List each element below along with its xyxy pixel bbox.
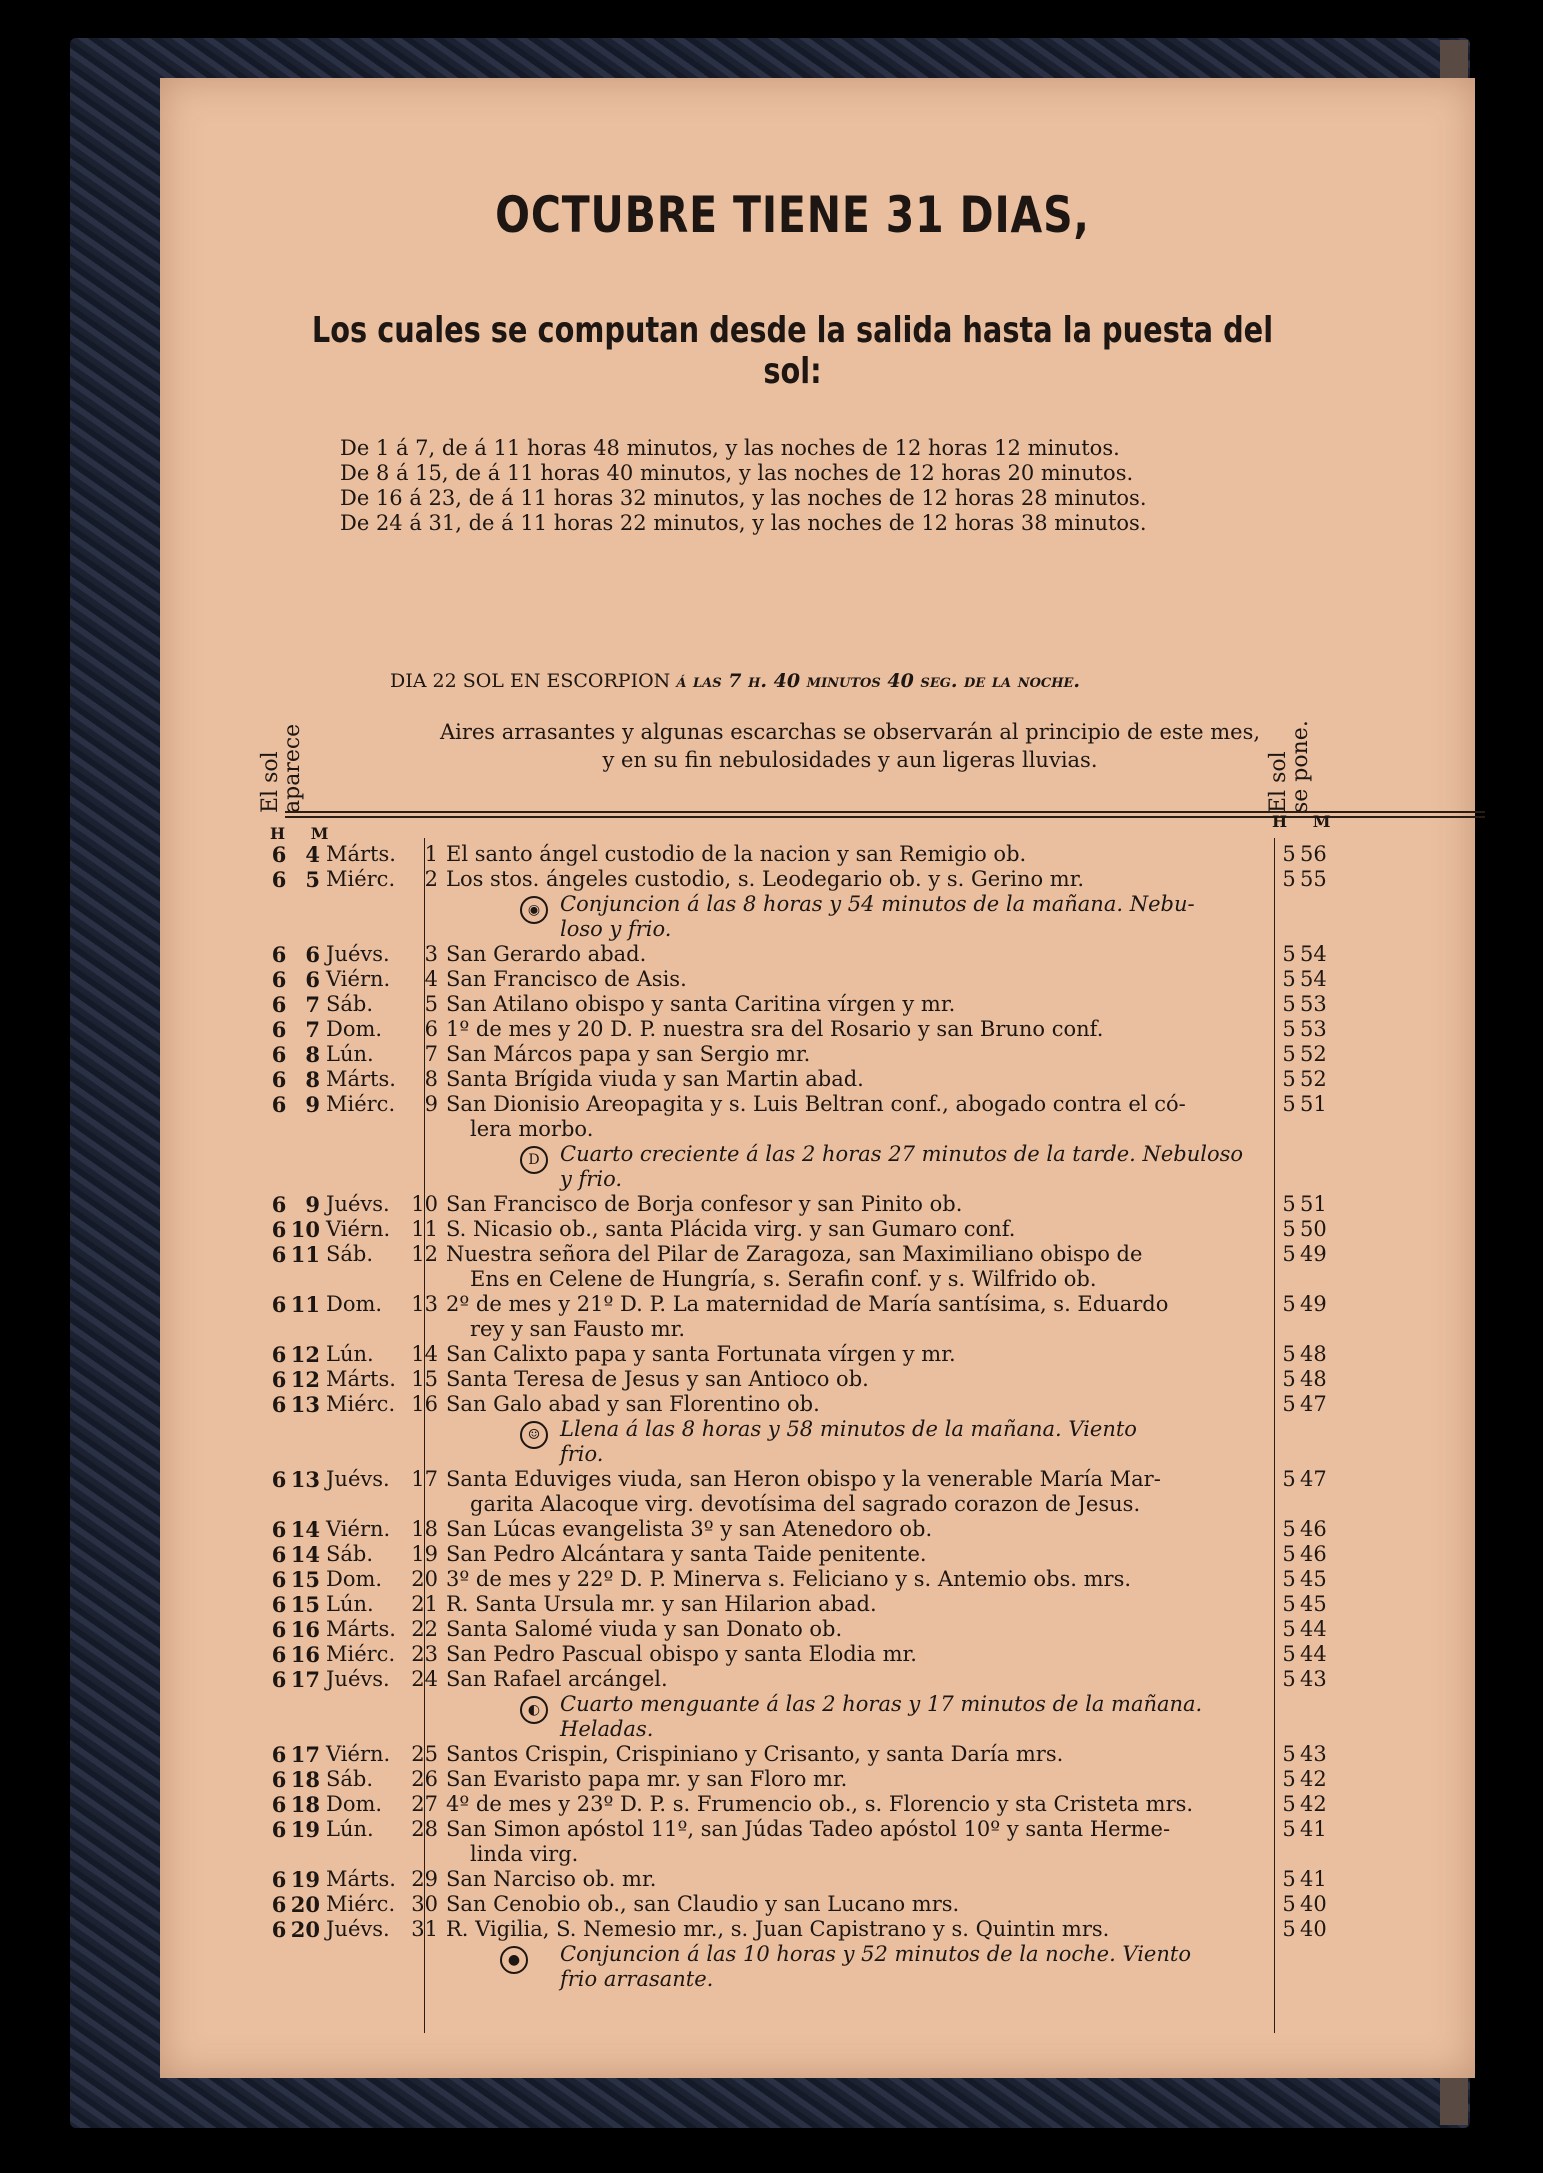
sunset-minute: 51 bbox=[1300, 1092, 1327, 1116]
day-number: 20 bbox=[411, 1567, 438, 1591]
sunrise-minute: 7 bbox=[305, 1017, 320, 1042]
day-number: 28 bbox=[411, 1817, 438, 1841]
sunrise-minute: 19 bbox=[290, 1867, 320, 1892]
sunset-minute: 43 bbox=[1300, 1742, 1327, 1766]
moon-phase-note bbox=[270, 892, 1470, 942]
moon-phase-text: loso y frio. bbox=[560, 917, 672, 941]
sunset-hour: 5 bbox=[1282, 1792, 1296, 1816]
weekday: Juévs. bbox=[326, 1667, 390, 1691]
table-row bbox=[270, 1867, 1470, 1892]
sunset-minute: 42 bbox=[1300, 1792, 1327, 1816]
sunset-hour: 5 bbox=[1282, 1567, 1296, 1591]
moon-phase-text: Conjuncion á las 8 horas y 54 minutos de la mañana. Nebu- bbox=[560, 892, 1195, 916]
sunrise-hour: 6 bbox=[271, 1067, 287, 1092]
calendar-table bbox=[270, 842, 1470, 1992]
saint-entry-continued: linda virg. bbox=[470, 1842, 579, 1866]
moon-phase-text: y frio. bbox=[560, 1167, 623, 1191]
sunset-minute: 46 bbox=[1300, 1542, 1327, 1566]
sunset-minute: 53 bbox=[1300, 1017, 1327, 1041]
sunset-minute: 56 bbox=[1300, 842, 1327, 866]
weekday: Miérc. bbox=[326, 1892, 396, 1916]
weekday: Márts. bbox=[326, 1367, 396, 1391]
sunset-minute: 52 bbox=[1300, 1042, 1327, 1066]
weekday: Dom. bbox=[326, 1792, 383, 1816]
page-subtitle: Los cuales se computan desde la salida hasta la puesta del sol: bbox=[311, 310, 1274, 392]
table-row bbox=[270, 842, 1470, 867]
sunrise-column-label: El sol aparece bbox=[258, 723, 305, 813]
sunrise-hour: 6 bbox=[271, 1642, 287, 1667]
saint-entry: Nuestra señora del Pilar de Zaragoza, san Maximiliano obispo de bbox=[446, 1242, 1143, 1266]
sunrise-minute: 17 bbox=[290, 1742, 320, 1767]
sunrise-hour: 6 bbox=[271, 1392, 287, 1417]
table-row bbox=[270, 1892, 1470, 1917]
forecast-line: Aires arrasantes y algunas escarchas se observarán al principio de este mes, bbox=[439, 720, 1261, 744]
sunrise-hour: 6 bbox=[271, 1767, 287, 1792]
sunrise-hour: 6 bbox=[271, 1017, 287, 1042]
table-row bbox=[270, 1592, 1470, 1617]
saint-entry: San Simon apóstol 11º, san Júdas Tadeo apóstol 10º y santa Herme- bbox=[446, 1817, 1171, 1841]
table-row bbox=[270, 1292, 1470, 1342]
saint-entry: San Francisco de Borja confesor y san Pinito ob. bbox=[446, 1192, 963, 1216]
sunset-hour: 5 bbox=[1282, 1892, 1296, 1916]
sunrise-hour: 6 bbox=[271, 1192, 287, 1217]
moon-phase-text: Cuarto menguante á las 2 horas y 17 minutos de la mañana. bbox=[560, 1692, 1203, 1716]
sunrise-minute: 4 bbox=[305, 842, 320, 867]
saint-entry-continued: rey y san Fausto mr. bbox=[470, 1317, 686, 1341]
moon-phase-text: frio. bbox=[560, 1442, 604, 1466]
sunrise-hour: 6 bbox=[271, 1467, 287, 1492]
weekday: Viérn. bbox=[326, 1517, 391, 1541]
sunrise-hour: 6 bbox=[271, 1917, 287, 1942]
sunrise-hour: 6 bbox=[271, 1567, 287, 1592]
moon-phase-note bbox=[270, 1142, 1470, 1192]
saint-entry: Santa Salomé viuda y san Donato ob. bbox=[446, 1617, 843, 1641]
saint-entry: San Calixto papa y santa Fortunata vírgen y mr. bbox=[446, 1342, 956, 1366]
weekday: Márts. bbox=[326, 842, 396, 866]
sunset-hour: 5 bbox=[1282, 1092, 1296, 1116]
sunrise-minute: 14 bbox=[290, 1542, 320, 1567]
sunrise-hour: 6 bbox=[271, 1217, 287, 1242]
weekday: Miérc. bbox=[326, 867, 396, 891]
table-row bbox=[270, 992, 1470, 1017]
moon-phase-icon: ● bbox=[500, 1946, 528, 1974]
duration-line: De 24 á 31, de á 11 horas 22 minutos, y las noches de 12 horas 38 minutos. bbox=[340, 511, 1147, 535]
day-number: 16 bbox=[411, 1392, 438, 1416]
sunset-hour: 5 bbox=[1282, 1217, 1296, 1241]
day-number: 23 bbox=[411, 1642, 438, 1666]
sunrise-minute: 12 bbox=[290, 1367, 320, 1392]
duration-line: De 8 á 15, de á 11 horas 40 minutos, y las noches de 12 horas 20 minutos. bbox=[340, 461, 1134, 485]
sunrise-hour: 6 bbox=[271, 1817, 287, 1842]
sunset-hour: 5 bbox=[1282, 1667, 1296, 1691]
weekday: Lún. bbox=[326, 1817, 374, 1841]
saint-entry: 3º de mes y 22º D. P. Minerva s. Feliciano y s. Antemio obs. mrs. bbox=[446, 1567, 1132, 1591]
weekday: Dom. bbox=[326, 1017, 383, 1041]
saint-entry: San Cenobio ob., san Claudio y san Lucano mrs. bbox=[446, 1892, 960, 1916]
sunset-hour: 5 bbox=[1282, 942, 1296, 966]
sunrise-minute: 8 bbox=[305, 1042, 320, 1067]
sunset-hour: 5 bbox=[1282, 967, 1296, 991]
sunrise-minute: 9 bbox=[305, 1192, 320, 1217]
sunrise-hour: 6 bbox=[271, 1242, 287, 1267]
sunset-hour: 5 bbox=[1282, 1592, 1296, 1616]
sunset-minute: 54 bbox=[1300, 967, 1327, 991]
table-row bbox=[270, 1392, 1470, 1417]
sunrise-hour: 6 bbox=[271, 1892, 287, 1917]
sunset-minute: 45 bbox=[1300, 1592, 1327, 1616]
sunset-hour: 5 bbox=[1282, 1292, 1296, 1316]
sunset-minute: 55 bbox=[1300, 867, 1327, 891]
day-number: 31 bbox=[411, 1917, 438, 1941]
sunset-minute: 49 bbox=[1300, 1242, 1327, 1266]
day-number: 9 bbox=[424, 1092, 438, 1116]
sunset-minute: 40 bbox=[1300, 1892, 1327, 1916]
day-number: 18 bbox=[411, 1517, 438, 1541]
saint-entry: San Evaristo papa mr. y san Floro mr. bbox=[446, 1767, 848, 1791]
weekday: Juévs. bbox=[326, 1467, 390, 1491]
sunrise-minute: 16 bbox=[290, 1642, 320, 1667]
weekday: Sáb. bbox=[326, 1542, 374, 1566]
moon-phase-text: Cuarto creciente á las 2 horas 27 minutos de la tarde. Nebuloso bbox=[560, 1142, 1244, 1166]
saint-entry: San Pedro Pascual obispo y santa Elodia mr. bbox=[446, 1642, 917, 1666]
sunset-hour: 5 bbox=[1282, 1017, 1296, 1041]
sunrise-minute: 20 bbox=[290, 1917, 320, 1942]
table-row bbox=[270, 967, 1470, 992]
moon-phase-note bbox=[270, 1692, 1470, 1742]
day-number: 30 bbox=[411, 1892, 438, 1916]
day-number: 24 bbox=[411, 1667, 438, 1691]
table-row bbox=[270, 1217, 1470, 1242]
weekday: Sáb. bbox=[326, 1767, 374, 1791]
sunset-hour: 5 bbox=[1282, 1542, 1296, 1566]
saint-entry: R. Santa Ursula mr. y san Hilarion abad. bbox=[446, 1592, 877, 1616]
sunset-hour: 5 bbox=[1282, 1342, 1296, 1366]
sunset-hour: 5 bbox=[1282, 1767, 1296, 1791]
sunrise-minute: 13 bbox=[290, 1392, 320, 1417]
sunrise-minute: 20 bbox=[290, 1892, 320, 1917]
sunset-hour: 5 bbox=[1282, 1617, 1296, 1641]
day-number: 15 bbox=[411, 1367, 438, 1391]
sunset-hour: 5 bbox=[1282, 1242, 1296, 1266]
saint-entry: 2º de mes y 21º D. P. La maternidad de María santísima, s. Eduardo bbox=[446, 1292, 1169, 1316]
sunset-hour: 5 bbox=[1282, 1817, 1296, 1841]
sunrise-hour: 6 bbox=[271, 1742, 287, 1767]
sunset-minute: 44 bbox=[1300, 1617, 1327, 1641]
sunset-minute: 53 bbox=[1300, 992, 1327, 1016]
weekday: Lún. bbox=[326, 1342, 374, 1366]
sunset-hour: 5 bbox=[1282, 1742, 1296, 1766]
weekday: Sáb. bbox=[326, 1242, 374, 1266]
day-number: 8 bbox=[424, 1067, 438, 1091]
moon-phase-text: Conjuncion á las 10 horas y 52 minutos de la noche. Viento bbox=[560, 1942, 1191, 1966]
sunset-hour: 5 bbox=[1282, 1067, 1296, 1091]
weekday: Viérn. bbox=[326, 1742, 391, 1766]
sunset-minute: 42 bbox=[1300, 1767, 1327, 1791]
sunrise-hour: 6 bbox=[271, 967, 287, 992]
sunrise-minute: 14 bbox=[290, 1517, 320, 1542]
day-number: 2 bbox=[424, 867, 438, 891]
sunrise-hour: 6 bbox=[271, 1042, 287, 1067]
table-row bbox=[270, 867, 1470, 892]
day-number: 7 bbox=[424, 1042, 438, 1066]
saint-entry-continued: Ens en Celene de Hungría, s. Serafin conf. y s. Wilfrido ob. bbox=[470, 1267, 1097, 1291]
moon-phase-note bbox=[270, 1417, 1470, 1467]
weekday: Juévs. bbox=[326, 1192, 390, 1216]
saint-entry: San Galo abad y san Florentino ob. bbox=[446, 1392, 820, 1416]
sunrise-hour: 6 bbox=[271, 1342, 287, 1367]
saint-entry: San Pedro Alcántara y santa Taide penitente. bbox=[446, 1542, 927, 1566]
sunrise-hour: 6 bbox=[271, 1592, 287, 1617]
saint-entry: Santa Teresa de Jesus y san Antioco ob. bbox=[446, 1367, 869, 1391]
duration-line: De 1 á 7, de á 11 horas 48 minutos, y las noches de 12 horas 12 minutos. bbox=[340, 436, 1120, 460]
sun-entry-prefix: DIA 22 SOL EN ESCORPION bbox=[390, 670, 671, 692]
day-number: 19 bbox=[411, 1542, 438, 1566]
table-row bbox=[270, 1467, 1470, 1517]
sunrise-minute: 17 bbox=[290, 1667, 320, 1692]
weekday: Márts. bbox=[326, 1067, 396, 1091]
day-number: 17 bbox=[411, 1467, 438, 1491]
saint-entry: Santa Brígida viuda y san Martin abad. bbox=[446, 1067, 864, 1091]
sunrise-minute: 11 bbox=[290, 1242, 320, 1267]
sunrise-minute: 19 bbox=[290, 1817, 320, 1842]
day-number: 11 bbox=[411, 1217, 438, 1241]
day-number: 3 bbox=[424, 942, 438, 966]
day-number: 29 bbox=[411, 1867, 438, 1891]
saint-entry: San Márcos papa y san Sergio mr. bbox=[446, 1042, 811, 1066]
table-row bbox=[270, 1192, 1470, 1217]
saint-entry: San Dionisio Areopagita y s. Luis Beltran conf., abogado contra el có- bbox=[446, 1092, 1186, 1116]
weekday: Márts. bbox=[326, 1867, 396, 1891]
table-row bbox=[270, 1342, 1470, 1367]
sunset-minute: 50 bbox=[1300, 1217, 1327, 1241]
sunset-minute: 52 bbox=[1300, 1067, 1327, 1091]
sunset-hour: 5 bbox=[1282, 1917, 1296, 1941]
sunset-hour: 5 bbox=[1282, 1192, 1296, 1216]
page-title: OCTUBRE TIENE 31 DIAS, bbox=[495, 186, 1090, 244]
day-number: 5 bbox=[424, 992, 438, 1016]
sunset-minute: 47 bbox=[1300, 1467, 1327, 1491]
saint-entry: San Lúcas evangelista 3º y san Atenedoro ob. bbox=[446, 1517, 933, 1541]
sunrise-hour: 6 bbox=[271, 867, 287, 892]
table-row bbox=[270, 1667, 1470, 1692]
sunrise-hm-header: H M bbox=[270, 824, 339, 843]
weekday: Miérc. bbox=[326, 1642, 396, 1666]
sunrise-hour: 6 bbox=[271, 992, 287, 1017]
sunset-hour: 5 bbox=[1282, 1367, 1296, 1391]
saint-entry: 1º de mes y 20 D. P. nuestra sra del Rosario y san Bruno conf. bbox=[446, 1017, 1104, 1041]
weekday: Márts. bbox=[326, 1617, 396, 1641]
sunrise-hour: 6 bbox=[271, 1617, 287, 1642]
sunrise-minute: 8 bbox=[305, 1067, 320, 1092]
sunset-minute: 47 bbox=[1300, 1392, 1327, 1416]
sunrise-hour: 6 bbox=[271, 942, 287, 967]
weekday: Viérn. bbox=[326, 1217, 391, 1241]
weekday: Sáb. bbox=[326, 992, 374, 1016]
sunrise-minute: 13 bbox=[290, 1467, 320, 1492]
sunset-minute: 45 bbox=[1300, 1567, 1327, 1591]
sunrise-minute: 15 bbox=[290, 1592, 320, 1617]
sunrise-hour: 6 bbox=[271, 1542, 287, 1567]
weekday: Dom. bbox=[326, 1567, 383, 1591]
table-row bbox=[270, 1017, 1470, 1042]
almanac-page bbox=[160, 78, 1475, 2078]
sunrise-minute: 18 bbox=[290, 1792, 320, 1817]
sunset-hour: 5 bbox=[1282, 867, 1296, 891]
weekday: Juévs. bbox=[326, 1917, 390, 1941]
moon-phase-icon: ◉ bbox=[520, 896, 548, 924]
sunset-hour: 5 bbox=[1282, 1517, 1296, 1541]
sunrise-hour: 6 bbox=[271, 1792, 287, 1817]
sunset-minute: 41 bbox=[1300, 1817, 1327, 1841]
weather-forecast bbox=[310, 718, 1390, 774]
moon-phase-text: frio arrasante. bbox=[560, 1967, 714, 1991]
day-number: 4 bbox=[424, 967, 438, 991]
saint-entry: Los stos. ángeles custodio, s. Leodegario ob. y s. Gerino mr. bbox=[446, 867, 1085, 891]
sunrise-hour: 6 bbox=[271, 1867, 287, 1892]
day-number: 14 bbox=[411, 1342, 438, 1366]
day-number: 12 bbox=[411, 1242, 438, 1266]
saint-entry: Santos Crispin, Crispiniano y Crisanto, y santa Daría mrs. bbox=[446, 1742, 1064, 1766]
saint-entry-continued: lera morbo. bbox=[470, 1117, 594, 1141]
weekday: Dom. bbox=[326, 1292, 383, 1316]
day-number: 21 bbox=[411, 1592, 438, 1616]
duration-line: De 16 á 23, de á 11 horas 32 minutos, y las noches de 12 horas 28 minutos. bbox=[340, 486, 1147, 510]
sunset-minute: 54 bbox=[1300, 942, 1327, 966]
sunrise-minute: 10 bbox=[290, 1217, 320, 1242]
moon-phase-text: Heladas. bbox=[560, 1717, 654, 1741]
sunset-minute: 41 bbox=[1300, 1867, 1327, 1891]
table-row bbox=[270, 1092, 1470, 1142]
sunrise-minute: 5 bbox=[305, 867, 320, 892]
weekday: Miérc. bbox=[326, 1392, 396, 1416]
moon-phase-text: Llena á las 8 horas y 58 minutos de la mañana. Viento bbox=[560, 1417, 1137, 1441]
sunset-minute: 46 bbox=[1300, 1517, 1327, 1541]
sunset-minute: 48 bbox=[1300, 1367, 1327, 1391]
table-row bbox=[270, 1767, 1470, 1792]
sunset-hour: 5 bbox=[1282, 1392, 1296, 1416]
sunrise-hour: 6 bbox=[271, 1092, 287, 1117]
weekday: Viérn. bbox=[326, 967, 391, 991]
sun-entry-note bbox=[390, 670, 1080, 692]
day-number: 27 bbox=[411, 1792, 438, 1816]
moon-phase-icon: D bbox=[520, 1146, 548, 1174]
table-row bbox=[270, 1367, 1470, 1392]
sunset-minute: 44 bbox=[1300, 1642, 1327, 1666]
saint-entry: Santa Eduviges viuda, san Heron obispo y la venerable María Mar- bbox=[446, 1467, 1161, 1491]
moon-phase-note bbox=[270, 1942, 1470, 1992]
day-number: 6 bbox=[424, 1017, 438, 1041]
sunrise-hour: 6 bbox=[271, 1292, 287, 1317]
day-number: 25 bbox=[411, 1742, 438, 1766]
saint-entry: San Narciso ob. mr. bbox=[446, 1867, 657, 1891]
saint-entry: San Atilano obispo y santa Caritina vírgen y mr. bbox=[446, 992, 956, 1016]
sunrise-minute: 15 bbox=[290, 1567, 320, 1592]
weekday: Juévs. bbox=[326, 942, 390, 966]
saint-entry: S. Nicasio ob., santa Plácida virg. y san Gumaro conf. bbox=[446, 1217, 1016, 1241]
sunrise-minute: 6 bbox=[305, 967, 320, 992]
sunset-hour: 5 bbox=[1282, 1467, 1296, 1491]
table-row bbox=[270, 1617, 1470, 1642]
sunset-minute: 48 bbox=[1300, 1342, 1327, 1366]
day-durations bbox=[340, 436, 1147, 536]
moon-phase-icon: ☺ bbox=[520, 1421, 548, 1449]
moon-phase-icon: ◐ bbox=[520, 1696, 548, 1724]
saint-entry: 4º de mes y 23º D. P. s. Frumencio ob., s. Florencio y sta Cristeta mrs. bbox=[446, 1792, 1194, 1816]
sunset-hour: 5 bbox=[1282, 1642, 1296, 1666]
sun-entry-time: á las 7 h. 40 minutos 40 seg. de la noche. bbox=[676, 670, 1081, 692]
sunrise-minute: 6 bbox=[305, 942, 320, 967]
sunset-hour: 5 bbox=[1282, 1042, 1296, 1066]
sunrise-hour: 6 bbox=[271, 1367, 287, 1392]
day-number: 13 bbox=[411, 1292, 438, 1316]
saint-entry: R. Vigilia, S. Nemesio mr., s. Juan Capistrano y s. Quintin mrs. bbox=[446, 1917, 1110, 1941]
table-row bbox=[270, 942, 1470, 967]
sunset-minute: 43 bbox=[1300, 1667, 1327, 1691]
sunset-hour: 5 bbox=[1282, 992, 1296, 1016]
table-row bbox=[270, 1042, 1470, 1067]
table-row bbox=[270, 1067, 1470, 1092]
sunset-minute: 51 bbox=[1300, 1192, 1327, 1216]
sunset-column-label: El sol se pone. bbox=[1266, 720, 1313, 813]
sunrise-minute: 12 bbox=[290, 1342, 320, 1367]
sunset-hour: 5 bbox=[1282, 842, 1296, 866]
sunset-hm-header: H M bbox=[1272, 812, 1341, 831]
sunrise-minute: 18 bbox=[290, 1767, 320, 1792]
sunrise-minute: 11 bbox=[290, 1292, 320, 1317]
day-number: 10 bbox=[411, 1192, 438, 1216]
sunrise-minute: 9 bbox=[305, 1092, 320, 1117]
table-row bbox=[270, 1817, 1470, 1867]
saint-entry: El santo ángel custodio de la nacion y san Remigio ob. bbox=[446, 842, 1027, 866]
forecast-line: y en su fin nebulosidades y aun ligeras lluvias. bbox=[602, 748, 1098, 772]
sunrise-minute: 7 bbox=[305, 992, 320, 1017]
table-row bbox=[270, 1917, 1470, 1942]
table-row bbox=[270, 1542, 1470, 1567]
sunset-hour: 5 bbox=[1282, 1867, 1296, 1891]
table-row bbox=[270, 1792, 1470, 1817]
sunset-minute: 49 bbox=[1300, 1292, 1327, 1316]
weekday: Miérc. bbox=[326, 1092, 396, 1116]
day-number: 1 bbox=[424, 842, 438, 866]
sunrise-minute: 16 bbox=[290, 1617, 320, 1642]
saint-entry-continued: garita Alacoque virg. devotísima del sagrado corazon de Jesus. bbox=[470, 1492, 1141, 1516]
saint-entry: San Francisco de Asis. bbox=[446, 967, 687, 991]
day-number: 26 bbox=[411, 1767, 438, 1791]
day-number: 22 bbox=[411, 1617, 438, 1641]
table-row bbox=[270, 1742, 1470, 1767]
saint-entry: San Gerardo abad. bbox=[446, 942, 647, 966]
sunrise-hour: 6 bbox=[271, 1517, 287, 1542]
sunset-minute: 40 bbox=[1300, 1917, 1327, 1941]
table-row bbox=[270, 1517, 1470, 1542]
saint-entry: San Rafael arcángel. bbox=[446, 1667, 668, 1691]
table-row bbox=[270, 1567, 1470, 1592]
weekday: Lún. bbox=[326, 1592, 374, 1616]
sunrise-hour: 6 bbox=[271, 842, 287, 867]
weekday: Lún. bbox=[326, 1042, 374, 1066]
table-row bbox=[270, 1642, 1470, 1667]
table-row bbox=[270, 1242, 1470, 1292]
sunrise-hour: 6 bbox=[271, 1667, 287, 1692]
